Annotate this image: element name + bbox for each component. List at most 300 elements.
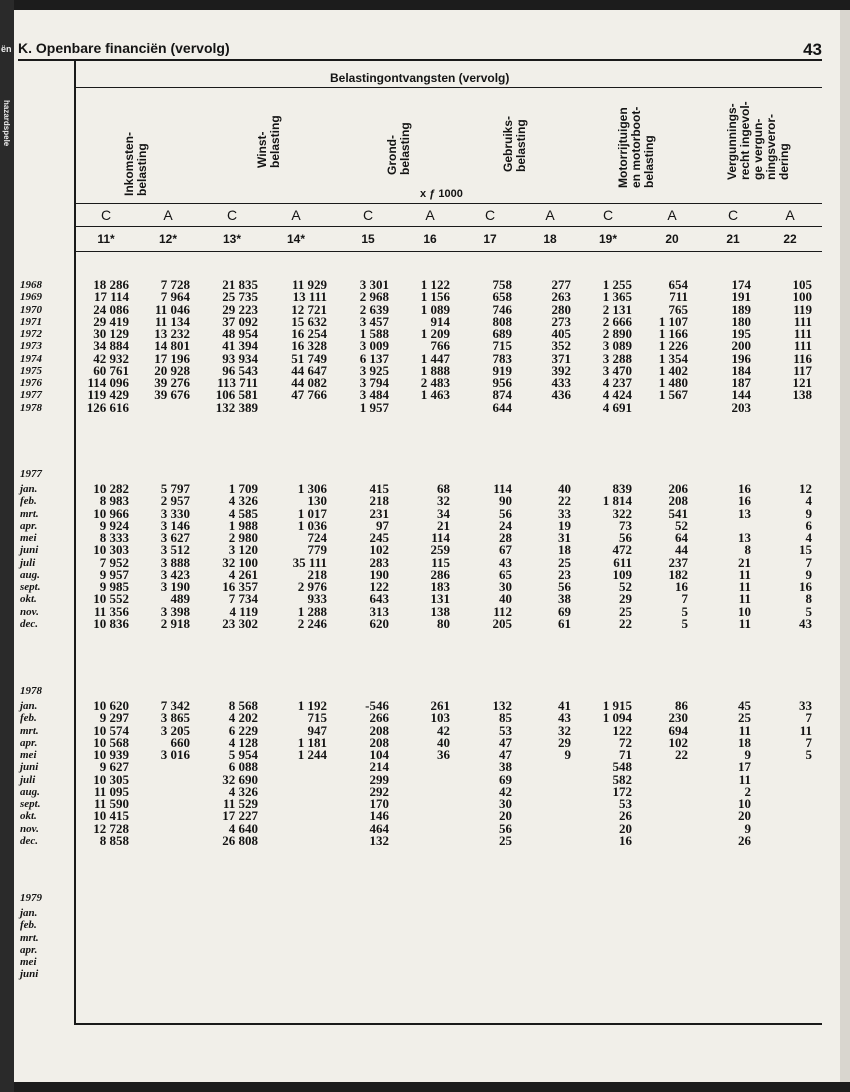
row-label: apr. (20, 519, 38, 532)
table-cell: 2 890 (602, 326, 632, 341)
table-cell: 138 (792, 387, 812, 403)
table-cell: 65 (499, 566, 512, 582)
table-cell: 24 086 (93, 301, 129, 317)
table-cell: 40 (499, 591, 512, 607)
table-cell: 7 728 (160, 277, 190, 292)
table-cell: 48 954 (222, 326, 258, 341)
table-cell: 436 (551, 387, 571, 403)
table-cell: 10 305 (93, 771, 129, 787)
table-cell: 1 915 (602, 698, 632, 713)
table-cell: 783 (492, 350, 512, 366)
table-cell: 90 (499, 493, 512, 509)
table-cell: 4 326 (228, 493, 258, 509)
table-cell: 182 (668, 566, 688, 582)
table-cell: 9 957 (99, 566, 129, 582)
table-cell: 3 016 (160, 747, 190, 762)
table-cell: 283 (369, 554, 389, 570)
ca-cell: A (163, 207, 173, 223)
ca-cell: C (602, 207, 614, 223)
table-cell: 660 (170, 734, 190, 750)
row-label: mei (20, 749, 37, 761)
table-cell: 56 (499, 505, 512, 521)
scan-top-border (0, 0, 850, 10)
table-cell: 273 (551, 313, 571, 329)
table-cell: 1 094 (602, 710, 632, 726)
table-cell: 711 (669, 289, 688, 305)
table-cell: 30 (499, 796, 512, 811)
column-number: 13* (222, 232, 242, 246)
ca-cell: C (362, 207, 374, 223)
table-cell: 919 (492, 362, 512, 378)
table-cell: 208 (369, 734, 389, 750)
table-cell: 111 (793, 338, 812, 354)
row-label: apr. (20, 736, 38, 749)
table-cell: 3 330 (160, 505, 190, 521)
table-cell: 116 (793, 350, 812, 366)
table-cell: 146 (369, 808, 389, 824)
table-cell: 7 (805, 710, 812, 726)
row-label: jan. (20, 700, 38, 712)
row-label: feb. (20, 495, 37, 508)
table-cell: 8 568 (228, 698, 258, 713)
table-cell: 4 (805, 493, 812, 509)
table-cell: 11 (738, 579, 751, 594)
table-cell: 40 (558, 481, 571, 496)
table-cell: 42 (499, 783, 512, 799)
row-label: juni (20, 761, 39, 774)
table-cell: 71 (619, 747, 632, 762)
table-cell: 4 202 (228, 710, 258, 726)
table-cell: 11 (738, 771, 751, 787)
table-cell: 5 (681, 603, 688, 619)
table-cell: 5 954 (228, 747, 258, 762)
table-cell: 25 (558, 554, 571, 570)
table-cell: 5 797 (160, 481, 190, 496)
table-cell: 52 (619, 579, 632, 594)
table-cell: -546 (365, 698, 389, 713)
table-cell: 47 766 (291, 387, 327, 403)
strip-top-label: ën (1, 44, 12, 54)
table-cell: 1 244 (297, 747, 327, 762)
table-cell: 286 (430, 566, 450, 582)
table-cell: 172 (612, 783, 632, 799)
table-cell: 218 (369, 493, 389, 509)
table-cell: 352 (551, 338, 571, 354)
table-cell: 117 (793, 362, 812, 378)
table-cell: 34 (437, 505, 450, 521)
table-cell: 6 088 (228, 759, 258, 775)
table-cell: 42 932 (93, 350, 129, 366)
table-cell: 405 (551, 326, 571, 341)
table-cell: 11 (738, 591, 751, 607)
table-cell: 1 480 (658, 375, 688, 390)
table-cell: 1 888 (420, 362, 450, 378)
page-number: 43 (803, 40, 822, 59)
ca-cell: A (291, 207, 301, 223)
table-cell: 13 (738, 530, 751, 545)
table-cell: 13 111 (292, 289, 327, 305)
row-label: 1977 (20, 389, 42, 402)
table-cell: 16 328 (291, 338, 327, 354)
table-cell: 4 128 (228, 734, 258, 750)
table-cell: 766 (430, 338, 450, 354)
col-title-gebruiks: Gebruiks- belasting (501, 115, 528, 172)
table-cell: 2 968 (359, 289, 389, 305)
table-cell: 6 137 (359, 350, 389, 366)
table-cell: 200 (731, 338, 751, 354)
table-cell: 15 (799, 542, 812, 558)
table-cell: 34 884 (93, 338, 129, 354)
table-cell: 1 957 (359, 399, 389, 415)
table-cell: 313 (369, 603, 389, 619)
table-cell: 9 627 (99, 759, 129, 775)
table-cell: 51 749 (291, 350, 327, 366)
table-cell: 7 (805, 734, 812, 750)
table-cell: 715 (307, 710, 327, 726)
table-cell: 9 (564, 747, 571, 762)
group-title: Belastingontvangsten (vervolg) (330, 71, 510, 85)
table-cell: 190 (369, 566, 389, 582)
table-cell: 947 (307, 722, 327, 738)
table-cell: 29 (619, 591, 632, 607)
table-cell: 3 009 (359, 338, 389, 354)
table-cell: 9 (805, 566, 812, 582)
table-cell: 6 (805, 517, 812, 533)
table-cell: 489 (170, 591, 190, 607)
table-cell: 23 (558, 566, 571, 582)
table-cell: 2 131 (602, 301, 632, 317)
table-cell: 53 (499, 722, 512, 738)
table-cell: 259 (430, 542, 450, 558)
row-label: juli (20, 773, 36, 786)
table-cell: 11 134 (154, 313, 190, 329)
table-cell: 33 (799, 698, 812, 713)
table-cell: 3 205 (160, 722, 190, 738)
table-cell: 80 (437, 615, 450, 631)
table-cell: 22 (675, 747, 688, 762)
section-year: 1978 (20, 685, 42, 697)
ca-cell: A (667, 207, 677, 223)
table-cell: 5 (805, 747, 812, 762)
table-cell: 10 836 (93, 615, 129, 631)
section-year: 1979 (20, 892, 42, 904)
table-cell: 53 (619, 796, 632, 811)
row-label: sept. (20, 798, 41, 810)
table-cell: 11 (799, 722, 812, 738)
table-cell: 39 676 (154, 387, 190, 403)
column-number: 19* (598, 232, 618, 246)
table-cell: 17 114 (93, 289, 129, 305)
table-cell: 4 585 (228, 505, 258, 521)
table-cell: 30 (499, 579, 512, 594)
col-title-inkomsten: Inkomsten- belasting (122, 131, 149, 196)
table-cell: 69 (499, 771, 512, 787)
row-label: 1974 (20, 352, 42, 365)
table-cell: 85 (499, 710, 512, 726)
table-cell: 4 (805, 530, 812, 545)
table-cell: 43 (558, 710, 571, 726)
table-cell: 3 512 (160, 542, 190, 558)
ca-cell: A (425, 207, 435, 223)
table-cell: 10 303 (93, 542, 129, 558)
table-cell: 4 326 (228, 783, 258, 799)
table-cell: 97 (376, 517, 389, 533)
table-cell: 28 (499, 530, 512, 545)
table-cell: 100 (792, 289, 812, 305)
table-cell: 433 (551, 375, 571, 390)
table-cell: 694 (668, 722, 688, 738)
table-cell: 18 (558, 542, 571, 558)
row-label: mei (20, 956, 37, 968)
table-cell: 72 (619, 734, 632, 750)
row-label: nov. (20, 822, 39, 835)
table-cell: 189 (731, 301, 751, 317)
table-cell: 12 (799, 481, 812, 496)
table-cell: 620 (369, 615, 389, 631)
table-cell: 114 (493, 481, 512, 496)
table-cell: 203 (731, 399, 751, 415)
row-label: mrt. (20, 507, 39, 520)
table-cell: 261 (430, 698, 450, 713)
table-cell: 121 (792, 375, 812, 390)
table-cell: 218 (307, 566, 327, 582)
unit-label: x ƒ 1000 (420, 188, 463, 200)
table-cell: 29 223 (222, 301, 258, 317)
table-cell: 23 302 (222, 615, 258, 631)
table-cell: 25 (619, 603, 632, 619)
table-cell: 42 (437, 722, 450, 738)
column-number: 18 (543, 232, 557, 246)
table-cell: 1 209 (420, 326, 450, 341)
table-cell: 20 (619, 820, 632, 836)
table-cell: 41 (558, 698, 571, 713)
table-cell: 22 (619, 615, 632, 631)
table-cell: 1 354 (658, 350, 688, 366)
table-cell: 1 122 (420, 277, 450, 292)
row-label: mrt. (20, 931, 39, 944)
table-cell: 37 092 (222, 313, 258, 329)
table-cell: 1 181 (297, 734, 327, 750)
table-cell: 3 146 (160, 517, 190, 533)
table-cell: 96 543 (222, 362, 258, 378)
table-cell: 26 808 (222, 832, 258, 848)
table-cell: 93 934 (222, 350, 258, 366)
column-number: 14* (286, 232, 306, 246)
table-cell: 392 (551, 362, 571, 378)
table-cell: 14 801 (154, 338, 190, 354)
table-cell: 10 574 (93, 722, 129, 738)
table-cell: 1 192 (297, 698, 327, 713)
table-cell: 16 (738, 481, 751, 496)
table-cell: 183 (430, 579, 450, 594)
column-number: 11* (97, 232, 115, 246)
table-cell: 12 721 (291, 301, 327, 317)
table-cell: 111 (793, 313, 812, 329)
row-label: okt. (20, 593, 37, 606)
row-label: jan. (20, 483, 38, 495)
table-cell: 472 (612, 542, 632, 558)
table-cell: 956 (492, 375, 512, 390)
table-cell: 191 (731, 289, 751, 305)
table-cell: 22 (558, 493, 571, 509)
table-cell: 11 095 (93, 783, 129, 799)
table-cell: 724 (307, 530, 327, 545)
table-cell: 4 424 (602, 387, 632, 403)
table-cell: 24 (499, 517, 512, 533)
table-cell: 205 (492, 615, 512, 631)
table-cell: 208 (668, 493, 688, 509)
table-cell: 132 (369, 832, 389, 848)
table-cell: 4 691 (602, 399, 632, 415)
table-cell: 2 246 (297, 615, 327, 631)
table-cell: 3 888 (160, 554, 190, 570)
table-cell: 10 966 (93, 505, 129, 521)
table-cell: 3 120 (228, 542, 258, 558)
table-cell: 11 356 (93, 603, 129, 619)
row-label: 1976 (20, 377, 42, 389)
table-cell: 40 (437, 734, 450, 750)
table-cell: 52 (675, 517, 688, 533)
table-cell: 266 (369, 710, 389, 726)
table-cell: 839 (612, 481, 632, 496)
table-cell: 20 (738, 808, 751, 824)
table-cell: 1 156 (420, 289, 450, 305)
table-cell: 4 237 (602, 375, 632, 390)
table-cell: 43 (499, 554, 512, 570)
table-cell: 3 089 (602, 338, 632, 354)
col-title-winst: Winst- belasting (255, 115, 282, 168)
table-cell: 25 (738, 710, 751, 726)
table-cell: 104 (369, 747, 389, 762)
row-label: aug. (20, 785, 40, 798)
column-number: 17 (483, 232, 497, 246)
row-label: juni (20, 968, 39, 981)
table-cell: 3 457 (359, 313, 389, 329)
row-label: 1969 (20, 291, 42, 304)
table-cell: 187 (731, 375, 751, 390)
table-cell: 122 (369, 579, 389, 594)
table-cell: 11 046 (154, 301, 190, 317)
table-cell: 61 (558, 615, 571, 631)
table-cell: 2 639 (359, 301, 389, 317)
table-cell: 56 (619, 530, 632, 545)
table-cell: 69 (558, 603, 571, 619)
table-cell: 32 100 (222, 554, 258, 570)
table-cell: 122 (612, 722, 632, 738)
table-cell: 4 261 (228, 566, 258, 582)
table-cell: 3 794 (359, 375, 389, 390)
table-cell: 16 254 (291, 326, 327, 341)
table-cell: 6 229 (228, 722, 258, 738)
table-cell: 102 (369, 542, 389, 558)
table-cell: 130 (307, 493, 327, 509)
row-label: dec. (20, 617, 39, 630)
row-label: mei (20, 532, 37, 544)
table-cell: 11 929 (291, 277, 327, 292)
column-number: 22 (783, 232, 797, 246)
table-cell: 2 483 (420, 375, 450, 390)
table-cell: 9 (744, 747, 751, 762)
table-cell: 3 484 (359, 387, 389, 403)
strip-side-label: hazardspele (2, 100, 11, 147)
table-cell: 1 089 (420, 301, 450, 317)
table-cell: 1 288 (297, 603, 327, 619)
row-label: feb. (20, 712, 37, 725)
table-cell: 170 (369, 796, 389, 811)
table-cell: 11 (738, 566, 751, 582)
table-cell: 1 567 (658, 387, 688, 403)
row-label: juli (20, 556, 36, 569)
table-cell: 3 470 (602, 362, 632, 378)
table-cell: 18 (738, 734, 751, 750)
table-cell: 1 226 (658, 338, 688, 354)
table-cell: 1 709 (228, 481, 258, 496)
table-cell: 38 (558, 591, 571, 607)
table-cell: 115 (431, 554, 450, 570)
table-cell: 933 (307, 591, 327, 607)
table-cell: 112 (493, 603, 512, 619)
table-cell: 3 627 (160, 530, 190, 545)
table-cell: 47 (499, 747, 512, 762)
table-cell: 184 (731, 362, 751, 378)
table-cell: 180 (731, 313, 751, 329)
row-label: 1972 (20, 328, 42, 340)
table-cell: 45 (738, 698, 751, 713)
table-cell: 44 647 (291, 362, 327, 378)
table-cell: 1 447 (420, 350, 450, 366)
adjacent-page-strip (0, 0, 14, 1092)
table-cell: 36 (437, 747, 450, 762)
table-cell: 643 (369, 591, 389, 607)
table-cell: 68 (437, 481, 450, 496)
table-cell: 237 (668, 554, 688, 570)
table-cell: 10 552 (93, 591, 129, 607)
table-cell: 11 590 (93, 796, 129, 811)
table-cell: 26 (619, 808, 632, 824)
table-cell: 138 (430, 603, 450, 619)
table-cell: 1 988 (228, 517, 258, 533)
table-cell: 1 107 (658, 313, 688, 329)
table-cell: 17 (738, 759, 751, 775)
table-cell: 195 (731, 326, 751, 341)
table-cell: 131 (430, 591, 450, 607)
table-cell: 7 952 (99, 554, 129, 570)
ca-cell: C (727, 207, 739, 223)
table-cell: 56 (558, 579, 571, 594)
row-label: 1973 (20, 340, 42, 353)
table-cell: 7 (681, 591, 688, 607)
table-cell: 4 640 (228, 820, 258, 836)
table-cell: 5 (805, 603, 812, 619)
table-cell: 15 632 (291, 313, 327, 329)
table-cell: 26 (738, 832, 751, 848)
table-cell: 21 (437, 517, 450, 533)
table-cell: 109 (612, 566, 632, 582)
table-cell: 32 (558, 722, 571, 738)
table-cell: 3 398 (160, 603, 190, 619)
unit-rule (74, 203, 822, 204)
ca-cell: C (484, 207, 496, 223)
ca-cell: A (785, 207, 795, 223)
table-cell: 2 976 (297, 579, 327, 594)
ca-cell: A (545, 207, 555, 223)
table-cell: 102 (668, 734, 688, 750)
row-label: jan. (20, 907, 38, 919)
table-cell: 10 282 (93, 481, 129, 496)
table-cell: 114 (431, 530, 450, 545)
table-cell: 119 429 (87, 387, 129, 403)
table-cell: 758 (492, 277, 512, 292)
